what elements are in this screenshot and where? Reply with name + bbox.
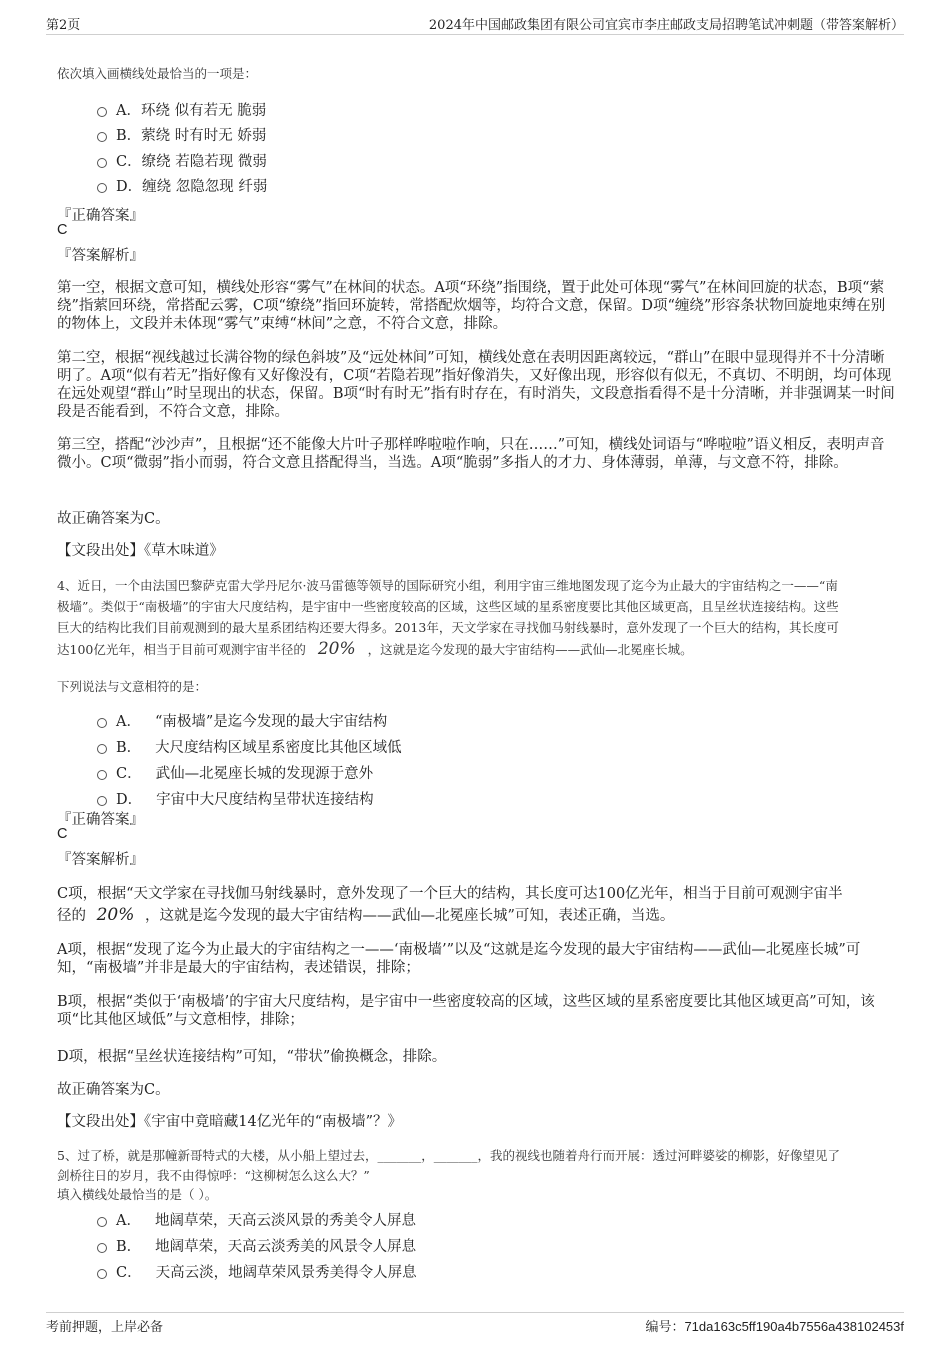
radio-icon[interactable] (97, 132, 107, 142)
q4-stem-line-4: 达100亿光年，相当于目前可观测宇宙半径的 20% ，这就是迄今发现的最大宇宙结构——武仙—北冕座长城。 (57, 639, 693, 659)
q5-stem-line-1: 5、过了桥，就是那幢新哥特式的大楼，从小船上望过去，_______，_______，我的视线也随着舟行而开展：透过河畔婆娑的柳影，好像望见了 (57, 1148, 840, 1163)
q3-option-a[interactable]: A． 环绕 似有若无 脆弱 (97, 99, 266, 120)
radio-icon[interactable] (97, 158, 107, 168)
q3-analysis-paragraph-2: 第二空，根据“视线越过长满谷物的绿色斜坡”及“远处林间”可知，横线处意在表明因距离较远，“群山”在眼中显现得并不十分清晰明了。A项“似有若无”指好像有又好像没有，C项“若隐若现”指好像消失，又好像出现，形容似有似无，不真切、不明朗，均可体现在远处观望“群山”时呈现出的状态，保留。B项“时有时无”指有时存在，有时消失，文段意指看得不是十分清晰，并非强调某一时间段是否能看到，不符合文意，排除。 (57, 350, 895, 420)
q4-analysis-d: D项，根据“呈丝状连接结构”可知，“带状”偷换概念，排除。 (57, 1049, 447, 1065)
q4-stem-line-2: 极墙”。类似于“南极墙”的宇宙大尺度结构，是宇宙中一些密度较高的区域，这些区域的星系密度要比其他区域更高，且呈丝状连接结构。这些 (57, 599, 839, 614)
radio-icon[interactable] (97, 718, 107, 728)
q4-analysis-c-line-1: C项，根据“天文学家在寻找伽马射线暴时，意外发现了一个巨大的结构，其长度可达100亿光年，相当于目前可观测宇宙半 (57, 886, 843, 902)
document-title: 2024年中国邮政集团有限公司宜宾市李庄邮政支局招聘笔试冲刺题（带答案解析） (428, 18, 904, 33)
document-code: 编号：71da163c5ff190a4b7556a438102453f (645, 1319, 904, 1335)
q4-answer-label: 『正确答案』 (57, 812, 144, 828)
q4-option-a[interactable]: A． “南极墙”是迄今发现的最大宇宙结构 (97, 710, 387, 731)
q4-option-b[interactable]: B． 大尺度结构区域星系密度比其他区域低 (97, 736, 402, 757)
q5-prompt: 填入横线处最恰当的是（ ）。 (57, 1187, 218, 1202)
page-number: 第2页 (46, 18, 81, 33)
q4-analysis-c-line-2: 径的 20% ，这就是迄今发现的最大宇宙结构——武仙—北冕座长城”可知，表述正确，当选。 (57, 905, 675, 925)
radio-icon[interactable] (97, 1217, 107, 1227)
radio-icon[interactable] (97, 1269, 107, 1279)
q4-stem-formula: 20% (317, 639, 356, 659)
footer-slogan: 考前押题，上岸必备 (46, 1320, 164, 1335)
q4-analysis-formula: 20% (96, 905, 135, 925)
page-footer (46, 1312, 904, 1333)
q4-analysis-b: B项，根据“类似于‘南极墙’的宇宙大尺度结构，是宇宙中一些密度较高的区域，这些区域的星系密度要比其他区域更高”可知，该项“比其他区域低”与文意相悖，排除； (57, 994, 875, 1028)
q4-option-d[interactable]: D． 宇宙中大尺度结构呈带状连接结构 (97, 788, 374, 809)
q3-answer: C (57, 222, 68, 238)
q4-prompt: 下列说法与文意相符的是： (57, 679, 208, 694)
q3-analysis-label: 『答案解析』 (57, 248, 144, 264)
q3-option-d[interactable]: D． 缠绕 忽隐忽现 纤弱 (97, 175, 267, 196)
q3-source: 【文段出处】《草木味道》 (57, 543, 224, 559)
radio-icon[interactable] (97, 183, 107, 193)
page-header (46, 14, 904, 35)
q5-stem-line-2: 剑桥往日的岁月，我不由得惊呼：“这柳树怎么这么大？” (57, 1168, 370, 1183)
q3-prompt: 依次填入画横线处最恰当的一项是： (57, 66, 258, 81)
q4-source: 【文段出处】《宇宙中竟暗藏14亿光年的“南极墙”？》 (57, 1114, 403, 1130)
q4-conclusion: 故正确答案为C。 (57, 1082, 170, 1098)
q5-option-c[interactable]: C． 天高云淡，地阔草荣风景秀美得令人屏息 (97, 1261, 417, 1282)
radio-icon[interactable] (97, 796, 107, 806)
q3-analysis-paragraph-3: 第三空，搭配“沙沙声”，且根据“还不能像大片叶子那样哗啦啦作响，只在……”可知，横线处词语与“哗啦啦”语义相反，表明声音微小。C项“微弱”指小而弱，符合文意且搭配得当，当选。A项“脆弱”多指人的才力、身体薄弱，单薄，与文意不符，排除。 (57, 437, 885, 471)
q4-analysis-label: 『答案解析』 (57, 852, 144, 868)
q3-option-c[interactable]: C． 缭绕 若隐若现 微弱 (97, 150, 267, 171)
q4-answer: C (57, 826, 68, 842)
radio-icon[interactable] (97, 744, 107, 754)
q4-stem-line-3: 巨大的结构比我们目前观测到的最大星系团结构还要大得多。2013年，天文学家在寻找伽马射线暴时，意外发现了一个巨大的结构，其长度可 (57, 620, 839, 635)
q3-option-b[interactable]: B． 萦绕 时有时无 娇弱 (97, 124, 266, 145)
q5-option-a[interactable]: A． 地阔草荣，天高云淡风景的秀美令人屏息 (97, 1209, 416, 1230)
q3-answer-label: 『正确答案』 (57, 208, 144, 224)
q3-analysis-paragraph-1: 第一空，根据文意可知，横线处形容“雾气”在林间的状态。A项“环绕”指围绕，置于此处可体现“雾气”在林间回旋的状态，B项“萦绕”指萦回环绕，常搭配云雾，C项“缭绕”指回环旋转，常搭配炊烟等，均符合文意，保留。D项“缠绕”形容条状物回旋地束缚在别的物体上，文段并未体现“雾气”束缚“林间”之意，不符合文意，排除。 (57, 280, 886, 332)
q4-option-c[interactable]: C． 武仙—北冕座长城的发现源于意外 (97, 762, 373, 783)
q4-analysis-a: A项，根据“发现了迄今为止最大的宇宙结构之一——‘南极墙’”以及“这就是迄今发现的最大宇宙结构——武仙—北冕座长城”可知，“南极墙”并非是最大的宇宙结构，表述错误，排除； (57, 942, 861, 976)
q5-option-b[interactable]: B． 地阔草荣，天高云淡秀美的风景令人屏息 (97, 1235, 416, 1256)
radio-icon[interactable] (97, 770, 107, 780)
q3-conclusion: 故正确答案为C。 (57, 511, 170, 527)
radio-icon[interactable] (97, 1243, 107, 1253)
q4-stem-line-1: 4、近日，一个由法国巴黎萨克雷大学丹尼尔·波马雷德等领导的国际研究小组，利用宇宙三维地图发现了迄今为止最大的宇宙结构之一——“南 (57, 578, 838, 593)
radio-icon[interactable] (97, 107, 107, 117)
